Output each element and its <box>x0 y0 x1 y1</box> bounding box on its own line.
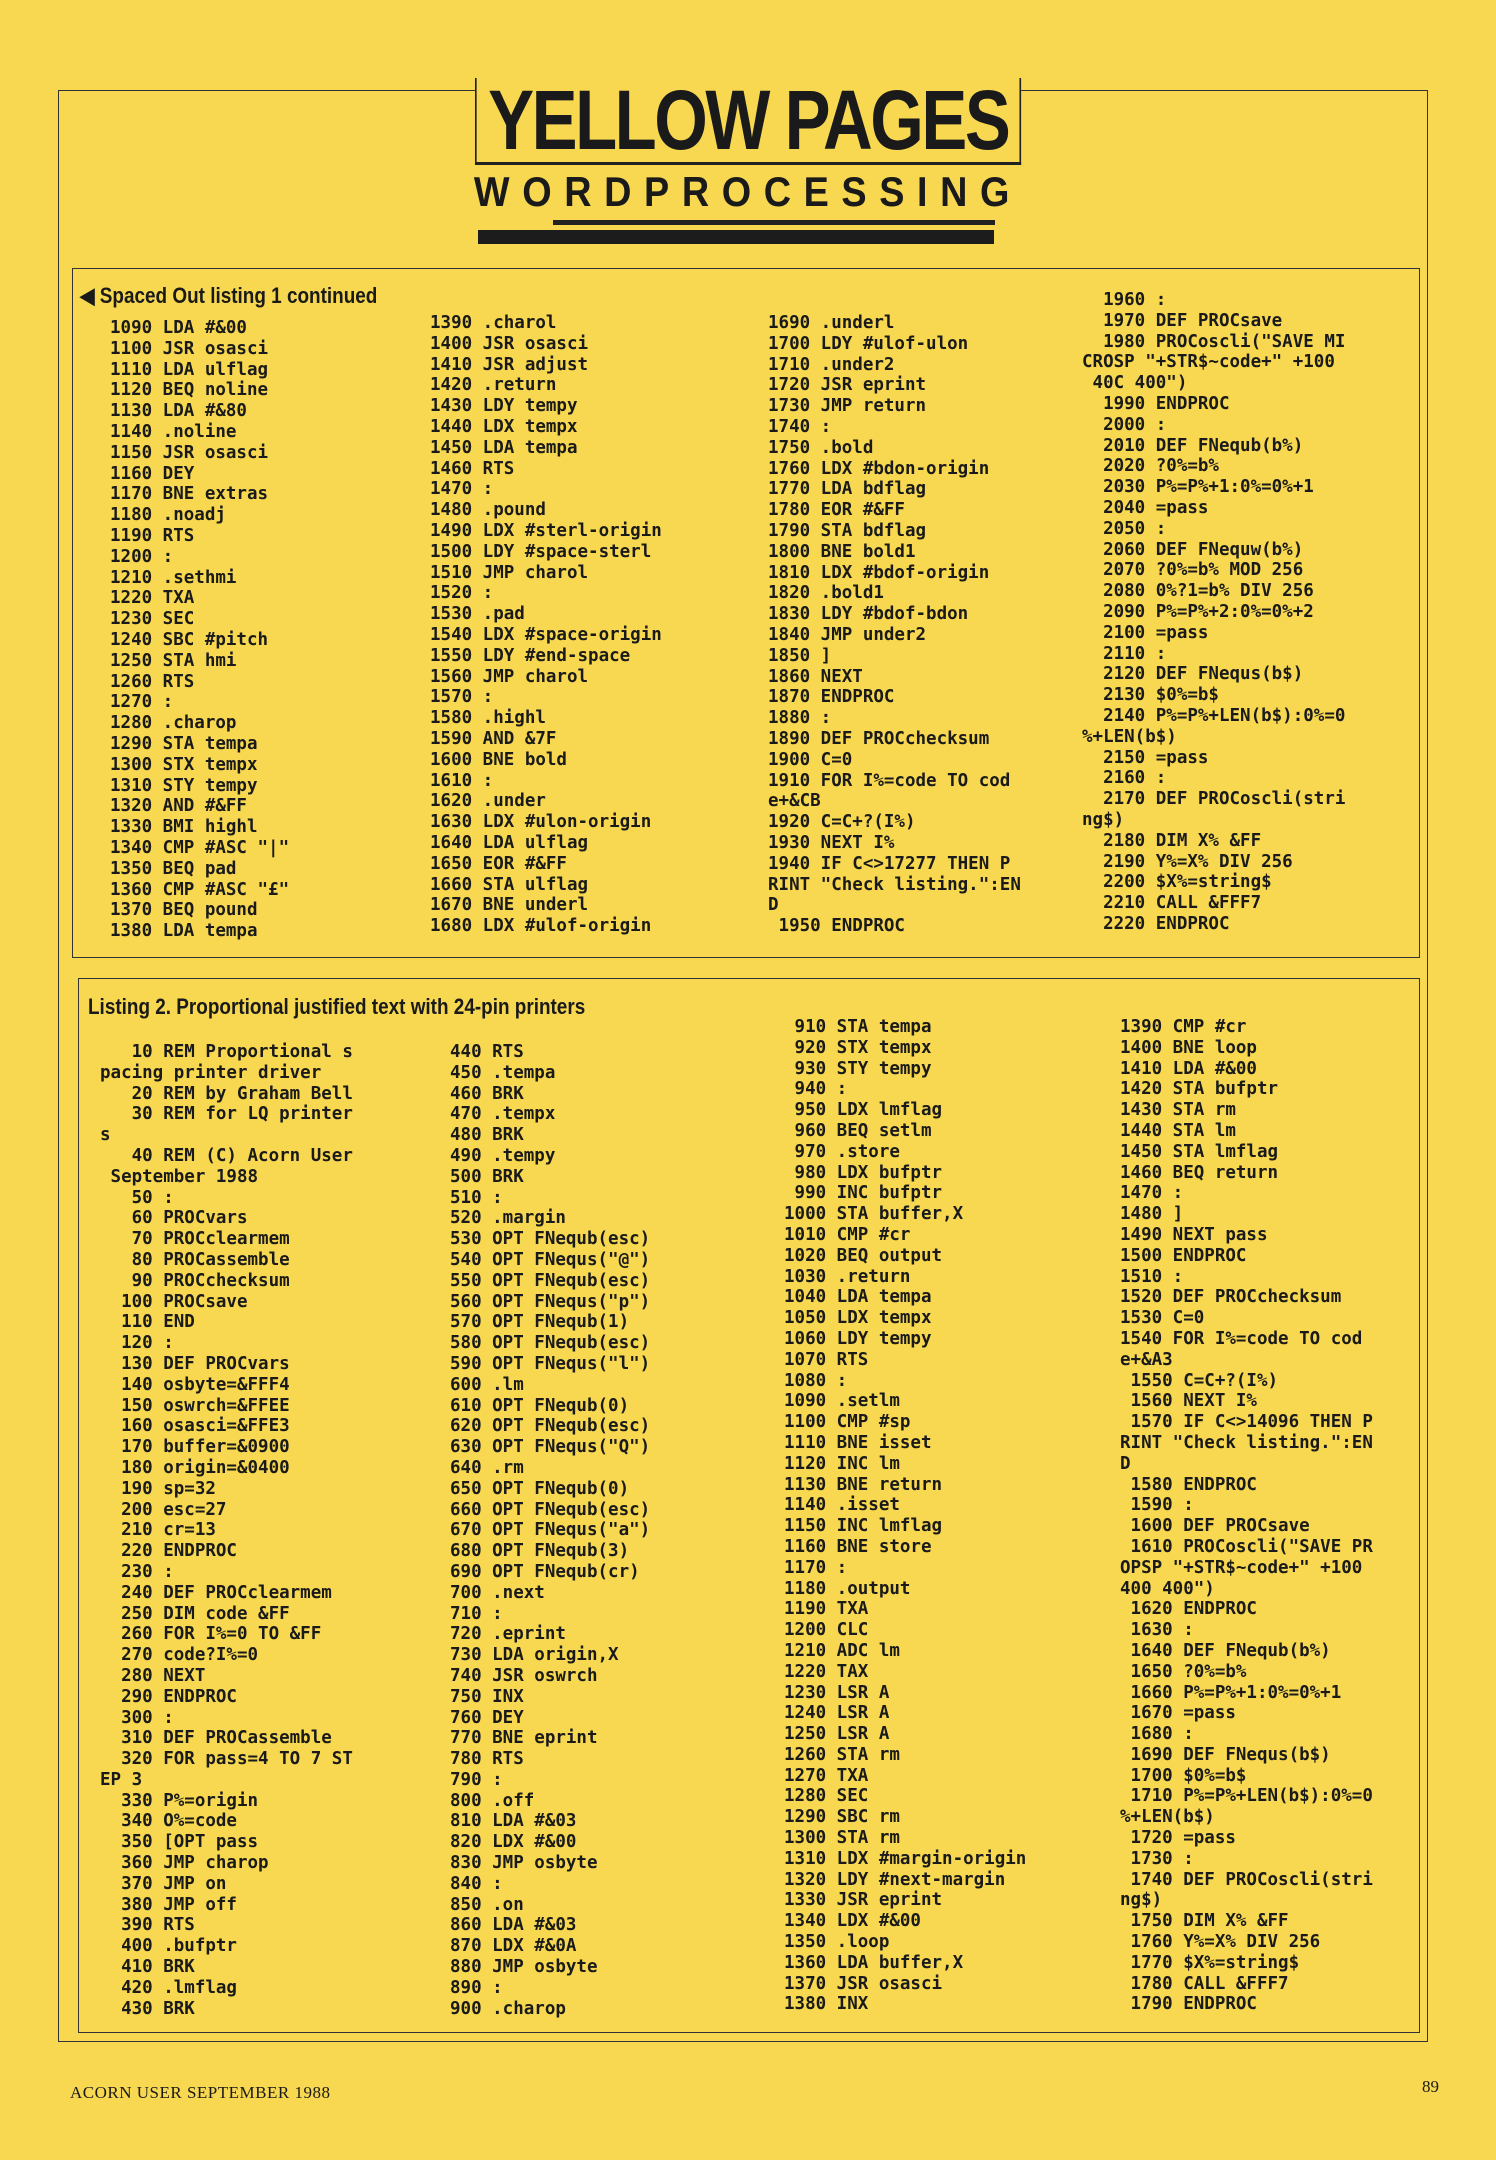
masthead <box>0 73 1496 167</box>
section-underline <box>553 220 995 225</box>
listing-2-column-2: 440 RTS 450 .tempa 460 BRK 470 .tempx 480 BRK 490 .tempy 500 BRK 510 : 520 .margin 530 OPT FNequb(esc) 540 OPT FNequs("@") 550 OPT FNequb(esc) 560 OPT FNequs("p") 570 OPT FNequb(1) 580 OPT FNequb(esc) 590 OPT FNequs("l") 600 .lm 610 OPT FNequb(0) 620 OPT FNequb(esc) 630 OPT FNequs("Q") 640 .rm 650 OPT FNequb(0) 660 OPT FNequb(esc) 670 OPT FNequs("a") 680 OPT FNequb(3) 690 OPT FNequb(cr) 700 .next 710 : 720 .eprint 730 LDA origin,X 740 JSR oswrch 750 INX 760 DEY 770 BNE eprint 780 RTS 790 : 800 .off 810 LDA #&03 820 LDX #&00 830 JMP osbyte 840 : 850 .on 860 LDA #&03 870 LDX #&0A 880 JMP osbyte 890 : 900 .charop <box>450 1042 651 2019</box>
listing-2-column-3: 910 STA tempa 920 STX tempx 930 STY tempy 940 : 950 LDX lmflag 960 BEQ setlm 970 .store 980 LDX bufptr 990 INC bufptr 1000 STA buffer,X 1010 CMP #cr 1020 BEQ output 1030 .return 1040 LDA tempa 1050 LDX tempx 1060 LDY tempy 1070 RTS 1080 : 1090 .setlm 1100 CMP #sp 1110 BNE isset 1120 INC lm 1130 BNE return 1140 .isset 1150 INC lmflag 1160 BNE store 1170 : 1180 .output 1190 TXA 1200 CLC 1210 ADC lm 1220 TAX 1230 LSR A 1240 LSR A 1250 LSR A 1260 STA rm 1270 TXA 1280 SEC 1290 SBC rm 1300 STA rm 1310 LDX #margin-origin 1320 LDY #next-margin 1330 JSR eprint 1340 LDX #&00 1350 .loop 1360 LDA buffer,X 1370 JSR osasci 1380 INX <box>784 1017 1027 2015</box>
listing-2-column-1: 10 REM Proportional s pacing printer driver 20 REM by Graham Bell 30 REM for LQ printer s 40 REM (C) Acorn User September 1988 50 : 60 PROCvars 70 PROCclearmem 80 PROCassemble 90 PROCchecksum 100 PROCsave 110 END 120 : 130 DEF PROCvars 140 osbyte=&FFF4 150 oswrch=&FFEE 160 osasci=&FFE3 170 buffer=&0900 180 origin=&0400 190 sp=32 200 esc=27 210 cr=13 220 ENDPROC 230 : 240 DEF PROCclearmem 250 DIM code &FF 260 FOR I%=0 TO &FF 270 code?I%=0 280 NEXT 290 ENDPROC 300 : 310 DEF PROCassemble 320 FOR pass=4 TO 7 ST EP 3 330 P%=origin 340 O%=code 350 [OPT pass 360 JMP charop 370 JMP on 380 JMP off 390 RTS 400 .bufptr 410 BRK 420 .lmflag 430 BRK <box>100 1042 353 2019</box>
listing-1-column-4: 1960 : 1970 DEF PROCsave 1980 PROCoscli("SAVE MI CROSP "+STR$~code+" +100 40C 400") 1990 ENDPROC 2000 : 2010 DEF FNequb(b%) 2020 ?0%=b% 2030 P%=P%+1:0%=0%+1 2040 =pass 2050 : 2060 DEF FNequw(b%) 2070 ?0%=b% MOD 256 2080 0%?1=b% DIV 256 2090 P%=P%+2:0%=0%+2 2100 =pass 2110 : 2120 DEF FNequs(b$) 2130 $0%=b$ 2140 P%=P%+LEN(b$):0%=0 %+LEN(b$) 2150 =pass 2160 : 2170 DEF PROCoscli(stri ng$) 2180 DIM X% &FF 2190 Y%=X% DIV 256 2200 $X%=string$ 2210 CALL &FFF7 2220 ENDPROC <box>1082 290 1346 934</box>
listing-1-column-1: 1090 LDA #&00 1100 JSR osasci 1110 LDA ulflag 1120 BEQ noline 1130 LDA #&80 1140 .noline 1150 JSR osasci 1160 DEY 1170 BNE extras 1180 .noadj 1190 RTS 1200 : 1210 .sethmi 1220 TXA 1230 SEC 1240 SBC #pitch 1250 STA hmi 1260 RTS 1270 : 1280 .charop 1290 STA tempa 1300 STX tempx 1310 STY tempy 1320 AND #&FF 1330 BMI highl 1340 CMP #ASC "|" 1350 BEQ pad 1360 CMP #ASC "£" 1370 BEQ pound 1380 LDA tempa <box>110 318 290 942</box>
masthead-title: YELLOW PAGES <box>475 78 1022 165</box>
listing-1-heading: ◀ Spaced Out listing 1 continued <box>80 283 378 308</box>
footer-publication: ACORN USER SEPTEMBER 1988 <box>70 2083 331 2102</box>
listing-1-column-3: 1690 .underl 1700 LDY #ulof-ulon 1710 .under2 1720 JSR eprint 1730 JMP return 1740 : 1750 .bold 1760 LDX #bdon-origin 1770 LDA bdflag 1780 EOR #&FF 1790 STA bdflag 1800 BNE bold1 1810 LDX #bdof-origin 1820 .bold1 1830 LDY #bdof-bdon 1840 JMP under2 1850 ] 1860 NEXT 1870 ENDPROC 1880 : 1890 DEF PROCchecksum 1900 C=0 1910 FOR I%=code TO cod e+&CB 1920 C=C+?(I%) 1930 NEXT I% 1940 IF C<>17277 THEN P RINT "Check listing.":EN D 1950 ENDPROC <box>768 313 1021 937</box>
listing-2-column-4: 1390 CMP #cr 1400 BNE loop 1410 LDA #&00 1420 STA bufptr 1430 STA rm 1440 STA lm 1450 STA lmflag 1460 BEQ return 1470 : 1480 ] 1490 NEXT pass 1500 ENDPROC 1510 : 1520 DEF PROCchecksum 1530 C=0 1540 FOR I%=code TO cod e+&A3 1550 C=C+?(I%) 1560 NEXT I% 1570 IF C<>14096 THEN P RINT "Check listing.":EN D 1580 ENDPROC 1590 : 1600 DEF PROCsave 1610 PROCoscli("SAVE PR OPSP "+STR$~code+" +100 400 400") 1620 ENDPROC 1630 : 1640 DEF FNequb(b%) 1650 ?0%=b% 1660 P%=P%+1:0%=0%+1 1670 =pass 1680 : 1690 DEF FNequs(b$) 1700 $0%=b$ 1710 P%=P%+LEN(b$):0%=0 %+LEN(b$) 1720 =pass 1730 : 1740 DEF PROCoscli(stri ng$) 1750 DIM X% &FF 1760 Y%=X% DIV 256 1770 $X%=string$ 1780 CALL &FFF7 1790 ENDPROC <box>1120 1017 1373 2015</box>
section-title: WORDPROCESSING <box>473 168 1023 215</box>
section-bar <box>478 230 994 244</box>
page-number: 89 <box>1422 2077 1439 2096</box>
listing-2-heading: Listing 2. Proportional justified text with 24-pin printers <box>88 994 586 1019</box>
listing-1-column-2: 1390 .charol 1400 JSR osasci 1410 JSR adjust 1420 .return 1430 LDY tempy 1440 LDX tempx 1450 LDA tempa 1460 RTS 1470 : 1480 .pound 1490 LDX #sterl-origin 1500 LDY #space-sterl 1510 JMP charol 1520 : 1530 .pad 1540 LDX #space-origin 1550 LDY #end-space 1560 JMP charol 1570 : 1580 .highl 1590 AND &7F 1600 BNE bold 1610 : 1620 .under 1630 LDX #ulon-origin 1640 LDA ulflag 1650 EOR #&FF 1660 STA ulflag 1670 BNE underl 1680 LDX #ulof-origin <box>430 313 662 937</box>
